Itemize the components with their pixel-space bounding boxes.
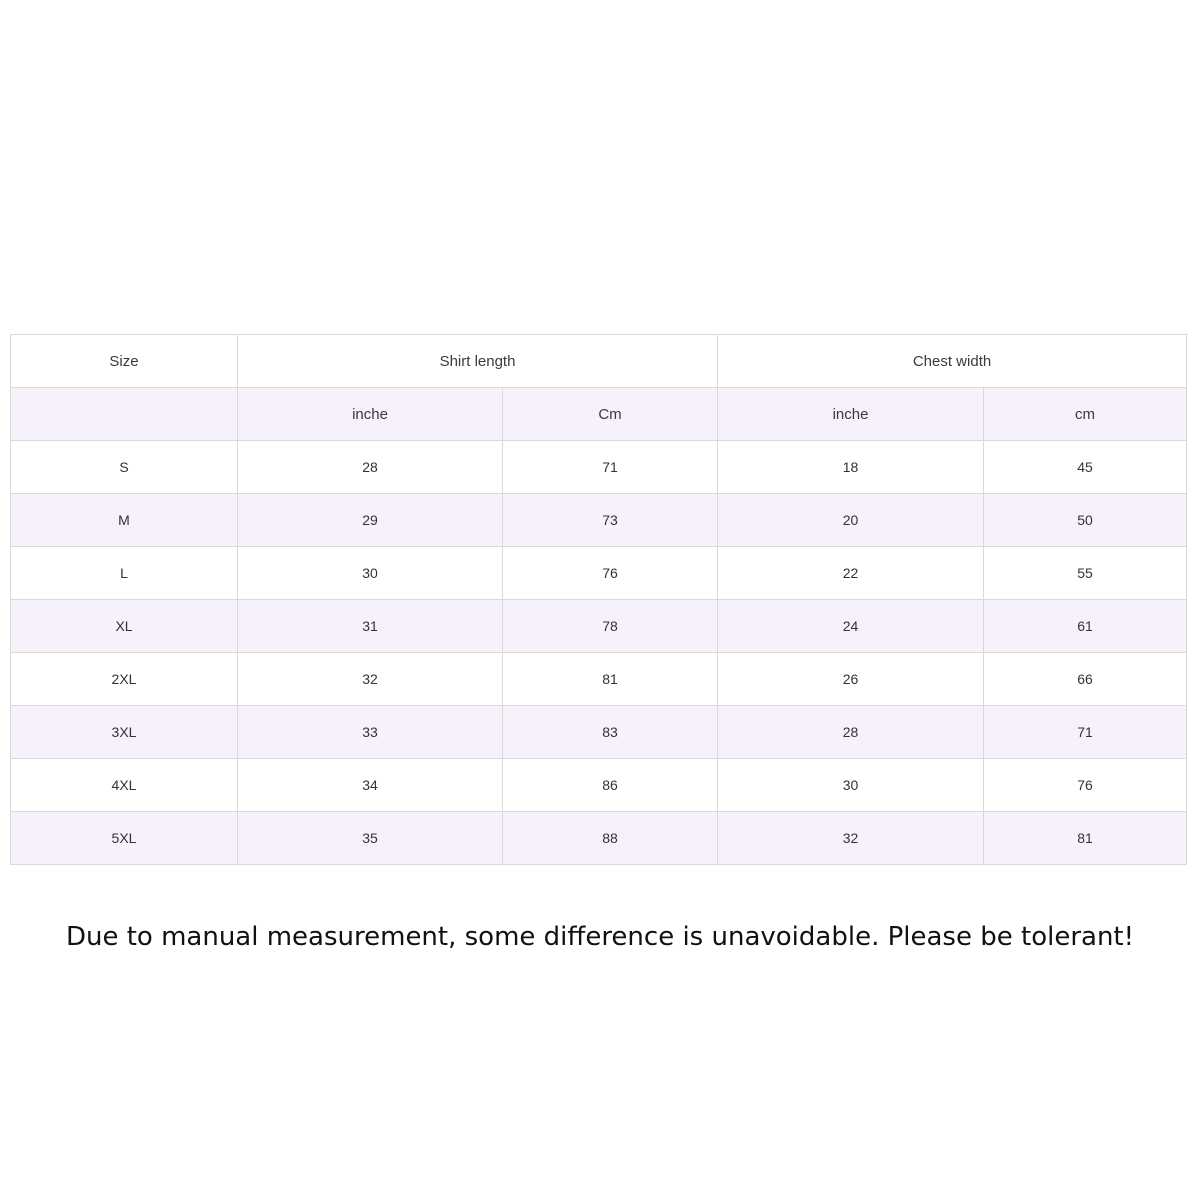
cell-length-in: 34	[238, 759, 503, 812]
cell-chest-cm: 50	[984, 494, 1187, 547]
table-row	[11, 653, 1187, 706]
cell-size: 4XL	[11, 759, 238, 812]
units-chest-in: inche	[718, 388, 984, 441]
cell-length-cm: 73	[503, 494, 718, 547]
table-header-row	[11, 335, 1187, 388]
cell-length-cm: 88	[503, 812, 718, 865]
cell-length-in: 35	[238, 812, 503, 865]
table-units-row	[11, 388, 1187, 441]
cell-length-in: 29	[238, 494, 503, 547]
table-row	[11, 547, 1187, 600]
cell-length-cm: 78	[503, 600, 718, 653]
units-length-cm: Cm	[503, 388, 718, 441]
cell-size: S	[11, 441, 238, 494]
table-row	[11, 441, 1187, 494]
header-size: Size	[11, 335, 238, 388]
cell-length-cm: 86	[503, 759, 718, 812]
cell-chest-in: 28	[718, 706, 984, 759]
cell-length-in: 33	[238, 706, 503, 759]
cell-length-cm: 76	[503, 547, 718, 600]
cell-chest-in: 32	[718, 812, 984, 865]
cell-chest-cm: 45	[984, 441, 1187, 494]
cell-chest-in: 22	[718, 547, 984, 600]
units-chest-cm: cm	[984, 388, 1187, 441]
cell-chest-in: 26	[718, 653, 984, 706]
table-row	[11, 759, 1187, 812]
cell-size: 3XL	[11, 706, 238, 759]
cell-chest-in: 30	[718, 759, 984, 812]
measurement-note: Due to manual measurement, some difference is unavoidable. Please be tolerant!	[65, 922, 1135, 952]
size-chart-table	[10, 334, 1187, 865]
cell-size: L	[11, 547, 238, 600]
table-row	[11, 600, 1187, 653]
cell-length-cm: 83	[503, 706, 718, 759]
cell-length-cm: 81	[503, 653, 718, 706]
header-shirt-length: Shirt length	[238, 335, 718, 388]
table-row	[11, 706, 1187, 759]
cell-chest-cm: 71	[984, 706, 1187, 759]
cell-length-cm: 71	[503, 441, 718, 494]
cell-chest-cm: 81	[984, 812, 1187, 865]
table-row	[11, 812, 1187, 865]
units-size	[11, 388, 238, 441]
cell-chest-in: 24	[718, 600, 984, 653]
cell-size: 2XL	[11, 653, 238, 706]
cell-chest-cm: 76	[984, 759, 1187, 812]
header-chest-width: Chest width	[718, 335, 1187, 388]
units-length-in: inche	[238, 388, 503, 441]
cell-chest-in: 20	[718, 494, 984, 547]
cell-length-in: 32	[238, 653, 503, 706]
cell-length-in: 30	[238, 547, 503, 600]
cell-chest-cm: 66	[984, 653, 1187, 706]
cell-size: XL	[11, 600, 238, 653]
cell-chest-in: 18	[718, 441, 984, 494]
cell-length-in: 31	[238, 600, 503, 653]
table-row	[11, 494, 1187, 547]
cell-chest-cm: 61	[984, 600, 1187, 653]
cell-size: M	[11, 494, 238, 547]
cell-chest-cm: 55	[984, 547, 1187, 600]
cell-length-in: 28	[238, 441, 503, 494]
cell-size: 5XL	[11, 812, 238, 865]
